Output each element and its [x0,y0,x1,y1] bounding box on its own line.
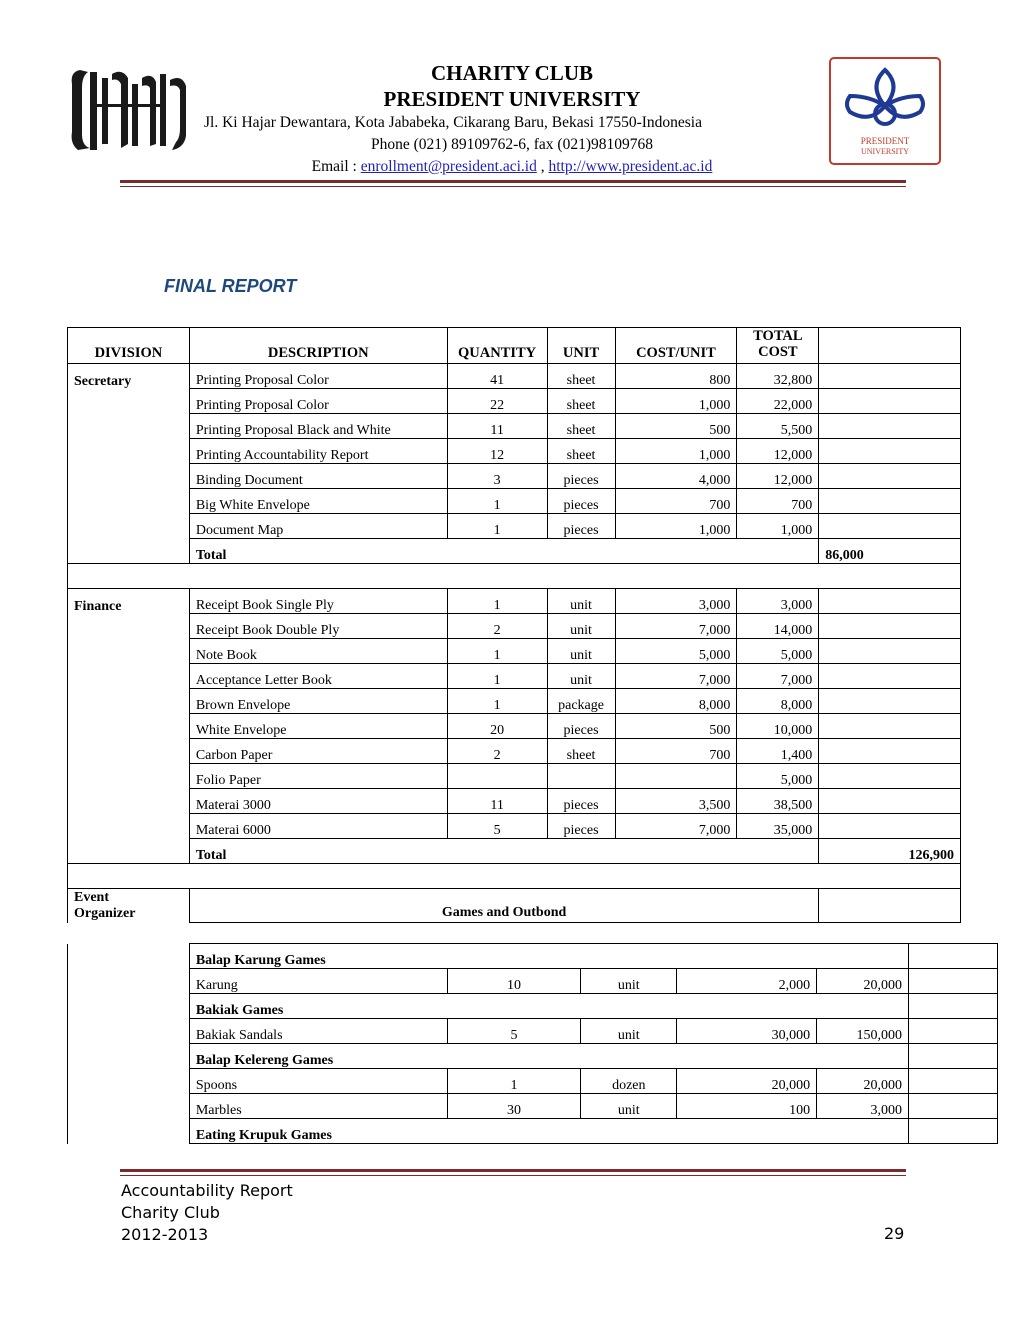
blank-cell [819,889,961,923]
university-logo [828,56,942,166]
item-unit: unit [581,1094,677,1119]
table-header [68,328,961,364]
item-total-cost: 7,000 [737,664,819,689]
item-description: Printing Accountability Report [189,439,447,464]
item-description: Brown Envelope [189,689,447,714]
item-total-cost: 8,000 [737,689,819,714]
item-cost-unit: 30,000 [677,1019,817,1044]
table-row [68,1019,998,1044]
division-cell [68,1119,190,1144]
total-row [68,839,961,864]
division-cell [68,994,190,1019]
item-total-cost: 5,500 [737,414,819,439]
item-quantity: 30 [447,1094,581,1119]
item-description: Note Book [189,639,447,664]
table-row [68,739,961,764]
item-cost-unit: 800 [615,364,737,389]
blank-cell [909,944,998,969]
footer-line-2: Charity Club [121,1203,220,1222]
division-cell [68,664,190,689]
table-row [68,1069,998,1094]
footer-rule [120,1169,906,1172]
col-description: DESCRIPTION [189,328,447,364]
blank-cell [819,464,961,489]
division-cell [68,944,190,969]
division-cell [68,814,190,839]
item-total-cost: 20,000 [817,969,909,994]
footer-text [121,1180,293,1246]
col-blank [819,328,961,364]
item-description: Receipt Book Double Ply [189,614,447,639]
item-unit: pieces [547,464,615,489]
item-description: Printing Proposal Black and White [189,414,447,439]
item-description: Folio Paper [189,764,447,789]
group-header-row [68,994,998,1019]
division-cell [68,739,190,764]
division-cell [68,1019,190,1044]
division-cell [68,689,190,714]
group-header-row [68,1044,998,1069]
group-header-row [68,944,998,969]
blank-cell [819,789,961,814]
item-total-cost: 14,000 [737,614,819,639]
group-name: Bakiak Games [189,994,908,1019]
division-secretary: Secretary [68,364,190,389]
division-cell [68,639,190,664]
blank-cell [819,664,961,689]
email-link[interactable]: enrollment@president.aci.id [360,158,537,175]
item-total-cost: 3,000 [817,1094,909,1119]
item-cost-unit: 7,000 [615,814,737,839]
item-total-cost: 1,000 [737,514,819,539]
blank-cell [819,589,961,614]
item-description: Karung [189,969,447,994]
item-total-cost: 32,800 [737,364,819,389]
org-address: Jl. Ki Hajar Dewantara, Kota Jababeka, Cikarang Baru, Bekasi 17550-Indonesia [204,114,702,131]
item-description: Materai 6000 [189,814,447,839]
item-quantity: 5 [447,1019,581,1044]
table-row [68,414,961,439]
item-unit: pieces [547,514,615,539]
item-description: Printing Proposal Color [189,364,447,389]
table-row [68,1094,998,1119]
blank-cell [909,1094,998,1119]
table-row [68,814,961,839]
col-cost-unit: COST/UNIT [615,328,737,364]
footer-line-1: Accountability Report [121,1181,293,1200]
item-description: Marbles [189,1094,447,1119]
item-total-cost: 12,000 [737,439,819,464]
item-description: Big White Envelope [189,489,447,514]
item-cost-unit: 8,000 [615,689,737,714]
blank-cell [909,1044,998,1069]
table-row [68,464,961,489]
blank-cell [909,969,998,994]
blank-cell [819,489,961,514]
item-total-cost: 12,000 [737,464,819,489]
division-cell [68,464,190,489]
col-total-cost: TOTAL COST [737,328,819,364]
item-quantity: 1 [447,664,547,689]
item-unit: package [547,689,615,714]
division-cell [68,764,190,789]
item-cost-unit: 7,000 [615,614,737,639]
table-row [68,764,961,789]
table-row [68,489,961,514]
org-title: CHARITY CLUB [431,61,593,85]
item-total-cost: 20,000 [817,1069,909,1094]
division-cell [68,1069,190,1094]
item-quantity: 11 [447,789,547,814]
item-quantity: 1 [447,489,547,514]
footer-line-3: 2012-2013 [121,1225,209,1244]
item-cost-unit: 500 [615,714,737,739]
item-unit [547,764,615,789]
item-quantity: 20 [447,714,547,739]
blank-cell [819,714,961,739]
item-unit: sheet [547,739,615,764]
item-unit: unit [547,664,615,689]
item-quantity: 1 [447,639,547,664]
org-phone: Phone (021) 89109762-6, fax (021)98109768 [371,136,653,153]
item-cost-unit: 1,000 [615,514,737,539]
table-row [68,689,961,714]
division-cell [68,614,190,639]
item-description: Materai 3000 [189,789,447,814]
item-description: Spoons [189,1069,447,1094]
group-name: Eating Krupuk Games [189,1119,908,1144]
division-cell [68,389,190,414]
website-link[interactable]: http://www.president.ac.id [548,158,713,175]
item-total-cost: 38,500 [737,789,819,814]
blank-cell [819,764,961,789]
item-unit: unit [547,614,615,639]
division-event: Event Organizer [68,889,190,923]
event-table [67,943,998,1144]
table-row [68,639,961,664]
blank-cell [819,689,961,714]
item-quantity: 1 [447,689,547,714]
blank-cell [819,639,961,664]
item-cost-unit: 100 [677,1094,817,1119]
group-header-row [68,1119,998,1144]
total-value: 126,900 [819,839,961,864]
item-quantity: 12 [447,439,547,464]
page-number: 29 [884,1224,905,1243]
item-description: Bakiak Sandals [189,1019,447,1044]
item-total-cost: 3,000 [737,589,819,614]
item-quantity: 5 [447,814,547,839]
finance-section [68,589,961,864]
table-row [68,589,961,614]
item-cost-unit: 1,000 [615,389,737,414]
item-unit: unit [547,639,615,664]
table-row [68,439,961,464]
table-row [68,389,961,414]
footer-rule-thin [120,1175,906,1176]
division-cell [68,789,190,814]
item-cost-unit: 3,000 [615,589,737,614]
section-games-outbond: Games and Outbond [189,889,818,923]
item-description: Receipt Book Single Ply [189,589,447,614]
item-description: Carbon Paper [189,739,447,764]
item-cost-unit: 500 [615,414,737,439]
division-finance: Finance [68,589,190,614]
table-row [68,969,998,994]
col-division: DIVISION [68,328,190,364]
email-prefix: Email : [311,158,361,175]
header-rule-thin [120,186,906,187]
division-cell [68,514,190,539]
item-cost-unit: 20,000 [677,1069,817,1094]
blank-cell [909,994,998,1019]
blank-cell [819,514,961,539]
item-total-cost: 700 [737,489,819,514]
secretary-section [68,364,961,564]
blank-cell [819,814,961,839]
contact-separator: , [536,158,549,175]
item-unit: pieces [547,789,615,814]
blank-cell [819,739,961,764]
item-quantity [447,764,547,789]
logo-text-president: PRESIDENT [860,136,910,146]
item-unit: pieces [547,714,615,739]
item-quantity: 2 [447,614,547,639]
division-cell [68,969,190,994]
item-quantity: 41 [447,364,547,389]
blank-cell [819,614,961,639]
item-cost-unit [615,764,737,789]
blank-cell [909,1069,998,1094]
blank-cell [909,1019,998,1044]
item-unit: sheet [547,439,615,464]
table-row [68,364,961,389]
blank-cell [819,414,961,439]
event-section-header [68,889,961,923]
item-total-cost: 150,000 [817,1019,909,1044]
table-row [68,664,961,689]
division-cell [68,489,190,514]
item-cost-unit: 3,500 [615,789,737,814]
item-unit: unit [581,969,677,994]
total-value: 86,000 [819,539,961,564]
report-title: FINAL REPORT [164,276,297,296]
report-table [67,327,961,923]
item-cost-unit: 7,000 [615,664,737,689]
blank-cell [819,364,961,389]
table-row [68,514,961,539]
division-cell [68,414,190,439]
item-description: Document Map [189,514,447,539]
item-unit: unit [547,589,615,614]
item-description: White Envelope [189,714,447,739]
division-cell [68,1094,190,1119]
division-cell [68,1044,190,1069]
item-quantity: 11 [447,414,547,439]
col-unit: UNIT [547,328,615,364]
item-quantity: 1 [447,589,547,614]
item-total-cost: 10,000 [737,714,819,739]
item-total-cost: 35,000 [737,814,819,839]
item-quantity: 10 [447,969,581,994]
table-row [68,614,961,639]
table-row [68,714,961,739]
item-total-cost: 1,400 [737,739,819,764]
item-total-cost: 5,000 [737,639,819,664]
item-total-cost: 22,000 [737,389,819,414]
division-cell [68,839,190,864]
spacer-row [68,864,961,889]
header-rule [120,180,906,183]
division-cell [68,439,190,464]
item-cost-unit: 2,000 [677,969,817,994]
item-unit: dozen [581,1069,677,1094]
item-unit: sheet [547,414,615,439]
item-quantity: 1 [447,1069,581,1094]
item-quantity: 2 [447,739,547,764]
item-unit: sheet [547,364,615,389]
spacer-row [68,564,961,589]
blank-cell [819,439,961,464]
item-total-cost: 5,000 [737,764,819,789]
item-cost-unit: 5,000 [615,639,737,664]
total-row [68,539,961,564]
item-cost-unit: 700 [615,489,737,514]
item-description: Printing Proposal Color [189,389,447,414]
item-quantity: 3 [447,464,547,489]
blank-cell [909,1119,998,1144]
table-row [68,789,961,814]
item-unit: pieces [547,489,615,514]
blank-cell [819,389,961,414]
org-subtitle: PRESIDENT UNIVERSITY [383,87,641,111]
logo-text-university: UNIVERSITY [861,147,909,156]
item-quantity: 1 [447,514,547,539]
division-cell [68,714,190,739]
group-name: Balap Kelereng Games [189,1044,908,1069]
group-name: Balap Karung Games [189,944,908,969]
item-unit: pieces [547,814,615,839]
division-cell [68,539,190,564]
item-quantity: 22 [447,389,547,414]
total-label: Total [189,539,818,564]
item-description: Acceptance Letter Book [189,664,447,689]
total-label: Total [189,839,818,864]
item-description: Binding Document [189,464,447,489]
item-cost-unit: 700 [615,739,737,764]
item-unit: sheet [547,389,615,414]
col-quantity: QUANTITY [447,328,547,364]
item-cost-unit: 4,000 [615,464,737,489]
item-cost-unit: 1,000 [615,439,737,464]
item-unit: unit [581,1019,677,1044]
